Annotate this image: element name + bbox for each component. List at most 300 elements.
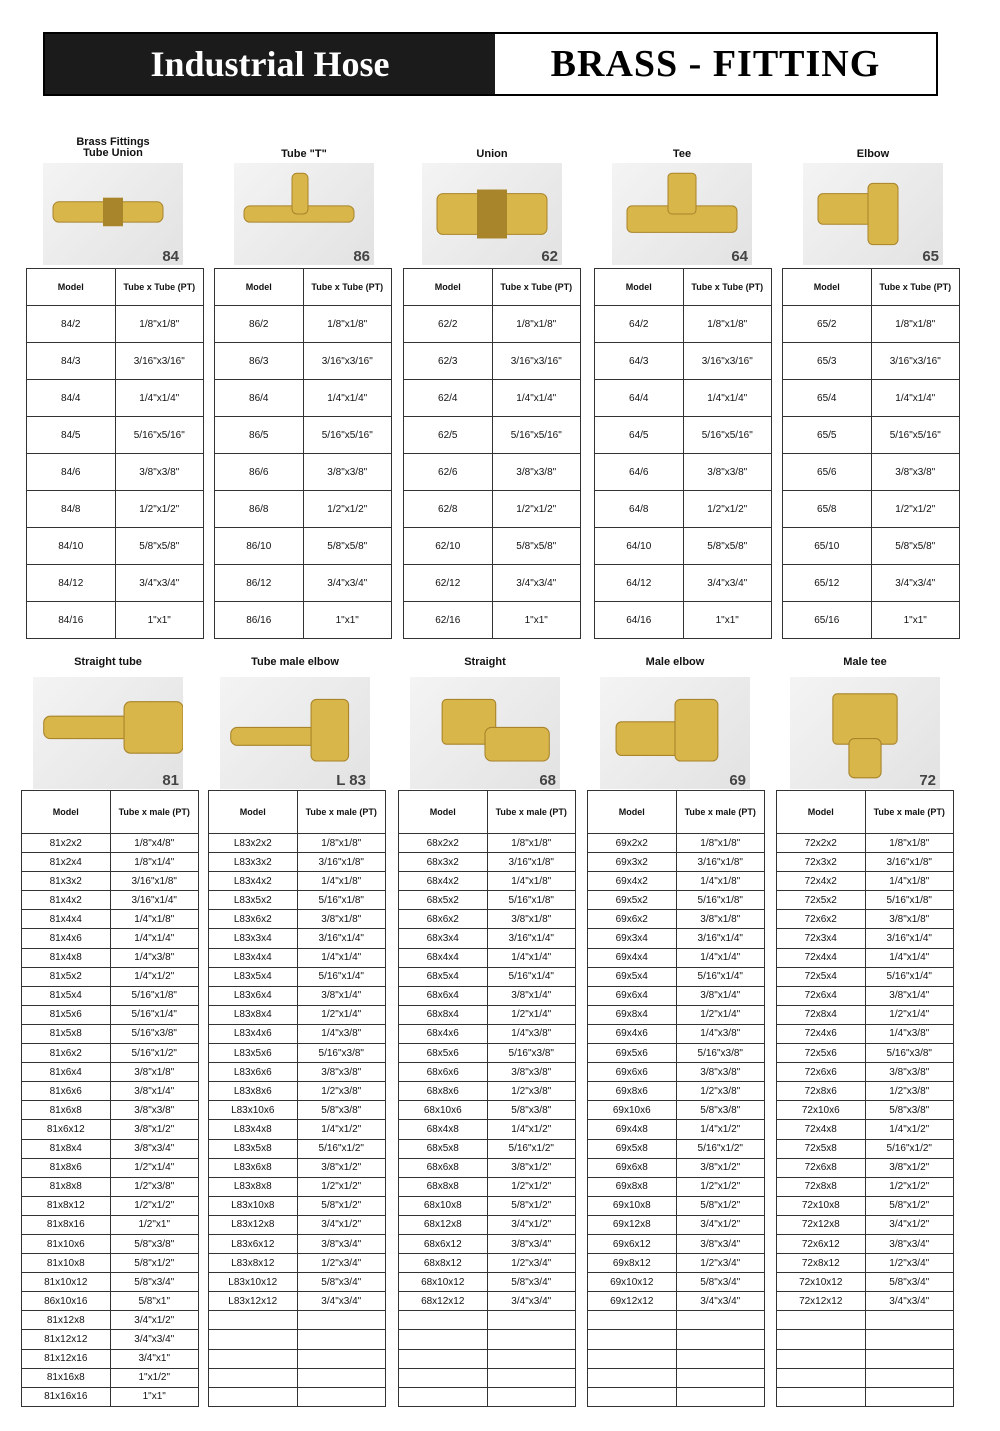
size-cell: 1/4"x1/4": [297, 948, 386, 967]
size-cell: 5/16"x1/8": [297, 891, 386, 910]
product-title: Brass Fittings Tube Union: [76, 136, 150, 159]
model-cell: 68x8x4: [399, 1005, 488, 1024]
size-cell: 3/16"x1/8": [110, 872, 199, 891]
size-cell: 1/2"x1/4": [865, 1005, 954, 1024]
size-cell: 1/2"x1": [110, 1215, 199, 1234]
size-cell: [865, 1368, 954, 1387]
size-cell: 3/8"x3/8": [871, 454, 960, 491]
size-cell: 3/4"x3/4": [865, 1292, 954, 1311]
model-cell: 81x5x4: [22, 986, 111, 1005]
model-cell: 84/16: [27, 602, 116, 639]
size-cell: 5/8"x3/8": [865, 1101, 954, 1120]
model-cell: 69x10x8: [588, 1196, 677, 1215]
table-row: [209, 1349, 386, 1368]
size-cell: [297, 1349, 386, 1368]
table-row: [588, 1158, 765, 1177]
size-cell: 1/8"x1/8": [865, 834, 954, 853]
table-header-row: [209, 791, 386, 834]
table-row: [777, 1387, 954, 1406]
model-cell: L83x10x12: [209, 1273, 298, 1292]
table-row: [27, 306, 204, 343]
size-cell: 5/8"x3/4": [865, 1273, 954, 1292]
size-cell: 1/4"x3/8": [487, 1024, 576, 1043]
table-row: [783, 417, 960, 454]
model-cell: 68x8x6: [399, 1082, 488, 1101]
size-cell: 3/4"x1/2": [676, 1215, 765, 1234]
table-row: [27, 565, 204, 602]
straight-tube-icon: [33, 677, 183, 789]
size-cell: 1/8"x1/8": [871, 306, 960, 343]
model-cell: 62/2: [404, 306, 493, 343]
table-row: [209, 1196, 386, 1215]
model-cell: 65/4: [783, 380, 872, 417]
spec-table: [398, 790, 576, 1407]
table-row: [209, 853, 386, 872]
col-model-header: Model: [588, 791, 677, 834]
col-model-header: Model: [22, 791, 111, 834]
size-cell: 1/4"x3/8": [676, 1024, 765, 1043]
table-row: [399, 967, 576, 986]
model-cell: L83x8x6: [209, 1082, 298, 1101]
model-cell: 81x6x8: [22, 1101, 111, 1120]
size-cell: 3/8"x3/4": [110, 1139, 199, 1158]
table-row: [209, 929, 386, 948]
table-row: [777, 1120, 954, 1139]
size-cell: 1/4"x1/4": [683, 380, 772, 417]
size-cell: 3/4"x1/2": [865, 1215, 954, 1234]
table-row: [209, 1024, 386, 1043]
product-title: Union: [476, 148, 508, 160]
size-cell: 1/2"x3/8": [487, 1082, 576, 1101]
table-header-row: [777, 791, 954, 834]
col-model-header: Model: [209, 791, 298, 834]
table-row: [209, 1044, 386, 1063]
size-cell: 1/2"x1/2": [303, 491, 392, 528]
table-row: [399, 1234, 576, 1253]
table-header-row: [399, 791, 576, 834]
size-cell: 3/4"x3/4": [871, 565, 960, 602]
model-cell: 69x10x6: [588, 1101, 677, 1120]
model-cell: 68x6x8: [399, 1158, 488, 1177]
table-row: [404, 565, 581, 602]
size-cell: 5/16"x1/2": [297, 1139, 386, 1158]
size-cell: 1/4"x1/4": [115, 380, 204, 417]
model-cell: 65/12: [783, 565, 872, 602]
table-row: [215, 528, 392, 565]
table-row: [404, 491, 581, 528]
size-cell: 1/8"x1/8": [676, 834, 765, 853]
table-row: [209, 1215, 386, 1234]
model-cell: 72x4x2: [777, 872, 866, 891]
size-cell: 1/4"x1/8": [865, 872, 954, 891]
model-cell: 81x8x6: [22, 1158, 111, 1177]
model-cell: [777, 1311, 866, 1330]
table-row: [22, 1368, 199, 1387]
model-cell: 68x10x8: [399, 1196, 488, 1215]
model-cell: 68x5x4: [399, 967, 488, 986]
size-cell: 5/8"x1/2": [865, 1196, 954, 1215]
size-cell: 5/16"x5/16": [871, 417, 960, 454]
col-size-header: Tube x Tube (PT): [492, 269, 581, 306]
table-row: [22, 891, 199, 910]
col-size-header: Tube x Tube (PT): [871, 269, 960, 306]
model-cell: 81x8x12: [22, 1196, 111, 1215]
col-model-header: Model: [215, 269, 304, 306]
table-row: [588, 891, 765, 910]
size-cell: 3/8"x3/8": [115, 454, 204, 491]
size-cell: 1/8"x1/8": [683, 306, 772, 343]
table-row: [209, 1368, 386, 1387]
size-cell: 3/8"x1/2": [297, 1158, 386, 1177]
table-row: [777, 1196, 954, 1215]
size-cell: 1/4"x1/8": [297, 872, 386, 891]
table-row: [209, 967, 386, 986]
product-number: 81: [162, 772, 179, 789]
size-cell: 5/16"x5/16": [303, 417, 392, 454]
model-cell: 72x4x4: [777, 948, 866, 967]
size-cell: 5/8"x5/8": [492, 528, 581, 565]
model-cell: 65/5: [783, 417, 872, 454]
size-cell: [487, 1311, 576, 1330]
product-number: 84: [162, 248, 179, 265]
table-row: [777, 872, 954, 891]
product-number: 68: [539, 772, 556, 789]
model-cell: 62/8: [404, 491, 493, 528]
table-row: [22, 986, 199, 1005]
model-cell: 86/12: [215, 565, 304, 602]
model-cell: L83x6x12: [209, 1234, 298, 1253]
size-cell: 3/4"x1/2": [110, 1311, 199, 1330]
table-row: [399, 891, 576, 910]
model-cell: 68x8x8: [399, 1177, 488, 1196]
product-title: Tee: [672, 148, 692, 160]
model-cell: L83x6x2: [209, 910, 298, 929]
size-cell: 3/8"x3/8": [676, 1063, 765, 1082]
size-cell: 3/8"x1/4": [110, 1082, 199, 1101]
model-cell: 81x6x2: [22, 1044, 111, 1063]
size-cell: [865, 1330, 954, 1349]
table-row: [404, 602, 581, 639]
table-row: [588, 853, 765, 872]
table-row: [209, 1120, 386, 1139]
size-cell: 5/16"x3/8": [297, 1044, 386, 1063]
size-cell: 1/2"x1/2": [115, 491, 204, 528]
table-row: [588, 1196, 765, 1215]
product-photo: [600, 677, 750, 789]
model-cell: 64/16: [595, 602, 684, 639]
size-cell: 1/2"x1/2": [297, 1177, 386, 1196]
table-row: [588, 948, 765, 967]
table-row: [27, 343, 204, 380]
table-row: [783, 306, 960, 343]
model-cell: 86/16: [215, 602, 304, 639]
table-row: [215, 417, 392, 454]
spec-table: [782, 268, 960, 639]
model-cell: 68x4x4: [399, 948, 488, 967]
table-row: [588, 1387, 765, 1406]
table-row: [22, 1254, 199, 1273]
model-cell: 62/6: [404, 454, 493, 491]
model-cell: 69x5x4: [588, 967, 677, 986]
size-cell: 1/4"x1/2": [676, 1120, 765, 1139]
table-row: [209, 1101, 386, 1120]
product-title: Straight: [464, 656, 506, 668]
product-title: Straight tube: [74, 656, 142, 668]
size-cell: [487, 1387, 576, 1406]
model-cell: [209, 1349, 298, 1368]
table-row: [209, 834, 386, 853]
size-cell: 5/8"x1/2": [297, 1196, 386, 1215]
model-cell: 86/6: [215, 454, 304, 491]
size-cell: 3/8"x3/8": [865, 1063, 954, 1082]
model-cell: L83x3x2: [209, 853, 298, 872]
size-cell: 1/8"x1/8": [297, 834, 386, 853]
size-cell: [297, 1387, 386, 1406]
model-cell: 72x6x12: [777, 1234, 866, 1253]
product-number: 72: [919, 772, 936, 789]
model-cell: 81x6x4: [22, 1063, 111, 1082]
model-cell: 68x2x2: [399, 834, 488, 853]
product-number: 69: [729, 772, 746, 789]
spec-table: [208, 790, 386, 1407]
product-photo: [43, 163, 183, 265]
table-row: [215, 491, 392, 528]
model-cell: 72x8x8: [777, 1177, 866, 1196]
size-cell: [676, 1368, 765, 1387]
product-title: Tube "T": [281, 148, 327, 160]
model-cell: L83x5x6: [209, 1044, 298, 1063]
size-cell: 1/8"x1/8": [492, 306, 581, 343]
model-cell: 72x10x6: [777, 1101, 866, 1120]
size-cell: 3/16"x3/16": [115, 343, 204, 380]
table-row: [209, 1330, 386, 1349]
product-photo: [803, 163, 943, 265]
size-cell: [676, 1311, 765, 1330]
table-row: [22, 1311, 199, 1330]
product-photo: [790, 677, 940, 789]
size-cell: 5/8"x1/2": [676, 1196, 765, 1215]
table-row: [22, 1292, 199, 1311]
model-cell: 81x4x2: [22, 891, 111, 910]
size-cell: 1/4"x3/8": [110, 948, 199, 967]
table-row: [22, 1215, 199, 1234]
table-row: [595, 343, 772, 380]
model-cell: L83x10x6: [209, 1101, 298, 1120]
model-cell: 81x8x8: [22, 1177, 111, 1196]
model-cell: 72x5x8: [777, 1139, 866, 1158]
model-cell: 81x10x12: [22, 1273, 111, 1292]
table-row: [215, 454, 392, 491]
model-cell: 81x12x12: [22, 1330, 111, 1349]
table-row: [404, 417, 581, 454]
table-row: [777, 1063, 954, 1082]
size-cell: 3/4"x3/4": [487, 1292, 576, 1311]
model-cell: 86/8: [215, 491, 304, 528]
model-cell: 62/12: [404, 565, 493, 602]
size-cell: 5/16"x1/2": [110, 1044, 199, 1063]
size-cell: 3/16"x3/16": [303, 343, 392, 380]
table-row: [22, 853, 199, 872]
table-row: [783, 528, 960, 565]
size-cell: 3/16"x1/8": [865, 853, 954, 872]
table-row: [777, 1082, 954, 1101]
table-row: [209, 1254, 386, 1273]
table-header-row: [22, 791, 199, 834]
table-row: [783, 491, 960, 528]
table-row: [783, 602, 960, 639]
size-cell: 1/4"x1/4": [865, 948, 954, 967]
size-cell: 5/8"x3/8": [110, 1234, 199, 1253]
size-cell: [487, 1330, 576, 1349]
model-cell: 86/3: [215, 343, 304, 380]
size-cell: 3/4"x1": [110, 1349, 199, 1368]
model-cell: 81x4x4: [22, 910, 111, 929]
size-cell: 3/4"x1/2": [297, 1215, 386, 1234]
table-row: [777, 986, 954, 1005]
size-cell: 1/2"x1/4": [676, 1005, 765, 1024]
model-cell: 81x16x16: [22, 1387, 111, 1406]
size-cell: 1/4"x1/2": [865, 1120, 954, 1139]
model-cell: 68x10x6: [399, 1101, 488, 1120]
table-row: [399, 1330, 576, 1349]
table-row: [588, 1177, 765, 1196]
product-title: Elbow: [856, 148, 890, 160]
model-cell: 69x12x12: [588, 1292, 677, 1311]
size-cell: 1/4"x1/4": [492, 380, 581, 417]
size-cell: 5/8"x1/2": [110, 1254, 199, 1273]
table-row: [399, 1063, 576, 1082]
page-header: [43, 32, 938, 96]
table-row: [399, 1387, 576, 1406]
model-cell: L83x6x4: [209, 986, 298, 1005]
table-row: [588, 910, 765, 929]
model-cell: 68x6x2: [399, 910, 488, 929]
table-row: [22, 910, 199, 929]
model-cell: 81x16x8: [22, 1368, 111, 1387]
model-cell: [588, 1387, 677, 1406]
table-row: [588, 1349, 765, 1368]
size-cell: 5/8"x1": [110, 1292, 199, 1311]
table-row: [22, 1120, 199, 1139]
model-cell: 64/5: [595, 417, 684, 454]
size-cell: 5/8"x1/2": [487, 1196, 576, 1215]
table-row: [777, 1101, 954, 1120]
table-row: [209, 1273, 386, 1292]
model-cell: 68x5x6: [399, 1044, 488, 1063]
size-cell: 1/4"x1/2": [487, 1120, 576, 1139]
table-row: [399, 1044, 576, 1063]
model-cell: 86/4: [215, 380, 304, 417]
model-cell: [399, 1368, 488, 1387]
table-row: [588, 1139, 765, 1158]
model-cell: 69x3x4: [588, 929, 677, 948]
model-cell: 69x12x8: [588, 1215, 677, 1234]
table-row: [399, 1292, 576, 1311]
table-row: [399, 986, 576, 1005]
size-cell: 1/8"x1/8": [303, 306, 392, 343]
model-cell: 68x5x8: [399, 1139, 488, 1158]
table-row: [22, 1139, 199, 1158]
model-cell: 69x5x8: [588, 1139, 677, 1158]
table-row: [595, 565, 772, 602]
model-cell: L83x5x8: [209, 1139, 298, 1158]
model-cell: [209, 1330, 298, 1349]
size-cell: 5/16"x5/16": [492, 417, 581, 454]
table-row: [27, 454, 204, 491]
size-cell: 5/16"x1/4": [865, 967, 954, 986]
model-cell: [588, 1311, 677, 1330]
size-cell: [865, 1349, 954, 1368]
size-cell: 3/16"x1/4": [487, 929, 576, 948]
model-cell: 84/10: [27, 528, 116, 565]
table-row: [215, 602, 392, 639]
size-cell: 1/2"x3/8": [676, 1082, 765, 1101]
table-row: [777, 853, 954, 872]
size-cell: 5/16"x1/4": [297, 967, 386, 986]
size-cell: 3/16"x3/16": [683, 343, 772, 380]
model-cell: 84/8: [27, 491, 116, 528]
size-cell: 3/16"x1/4": [676, 929, 765, 948]
table-row: [777, 891, 954, 910]
model-cell: 81x8x16: [22, 1215, 111, 1234]
size-cell: 3/8"x3/8": [110, 1101, 199, 1120]
table-row: [22, 967, 199, 986]
model-cell: 84/2: [27, 306, 116, 343]
model-cell: [777, 1387, 866, 1406]
size-cell: 3/4"x3/4": [683, 565, 772, 602]
size-cell: 3/8"x1/2": [865, 1158, 954, 1177]
header-right-title: BRASS - FITTING: [495, 34, 936, 94]
product-photo: [33, 677, 183, 789]
table-row: [209, 1158, 386, 1177]
table-row: [588, 1273, 765, 1292]
size-cell: [865, 1387, 954, 1406]
model-cell: [209, 1387, 298, 1406]
table-row: [22, 1330, 199, 1349]
table-row: [777, 1215, 954, 1234]
size-cell: 1/2"x1/2": [110, 1196, 199, 1215]
table-row: [404, 306, 581, 343]
model-cell: 62/3: [404, 343, 493, 380]
table-row: [588, 1330, 765, 1349]
size-cell: 1/4"x1/2": [110, 967, 199, 986]
model-cell: 86/2: [215, 306, 304, 343]
table-row: [777, 1349, 954, 1368]
size-cell: 5/16"x3/8": [487, 1044, 576, 1063]
table-row: [588, 1101, 765, 1120]
size-cell: 1/4"x1/4": [487, 948, 576, 967]
size-cell: 5/16"x3/8": [110, 1024, 199, 1043]
model-cell: 69x5x2: [588, 891, 677, 910]
table-row: [399, 1005, 576, 1024]
model-cell: 64/2: [595, 306, 684, 343]
table-row: [595, 454, 772, 491]
table-row: [777, 1005, 954, 1024]
table-row: [399, 929, 576, 948]
model-cell: 72x8x6: [777, 1082, 866, 1101]
model-cell: L83x12x8: [209, 1215, 298, 1234]
col-model-header: Model: [27, 269, 116, 306]
product-title: Male tee: [843, 656, 887, 668]
model-cell: 68x4x2: [399, 872, 488, 891]
model-cell: 68x12x12: [399, 1292, 488, 1311]
size-cell: 1/2"x1/2": [487, 1177, 576, 1196]
model-cell: 62/4: [404, 380, 493, 417]
model-cell: 69x6x8: [588, 1158, 677, 1177]
table-row: [209, 1177, 386, 1196]
size-cell: 3/4"x3/4": [676, 1292, 765, 1311]
model-cell: L83x10x8: [209, 1196, 298, 1215]
